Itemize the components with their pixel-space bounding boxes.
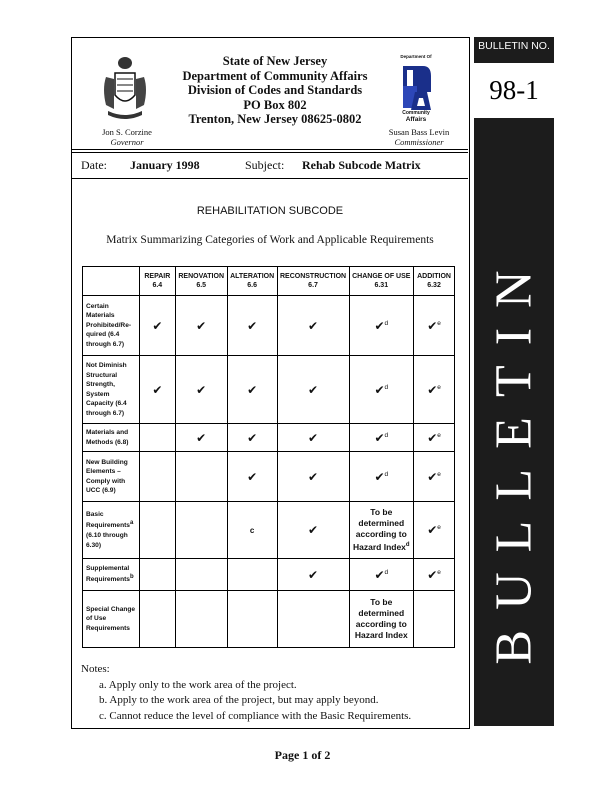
empty-cell <box>175 559 227 591</box>
check-mark-e: ✔$^e$ <box>414 424 455 452</box>
check-mark: ✔ <box>227 296 277 356</box>
empty-cell <box>139 502 175 559</box>
check-mark-d: ✔$^d$ <box>349 559 414 591</box>
column-header: ADDITION 6.32 <box>414 267 455 296</box>
check-mark-e: ✔$^e$ <box>414 559 455 591</box>
dca-logo <box>397 52 435 124</box>
mark-c: c <box>227 502 277 559</box>
empty-cell <box>139 452 175 502</box>
notes-heading: Notes: <box>81 663 110 675</box>
row-label: New Building Elements – Comply with UCC (6.9) <box>83 452 140 502</box>
empty-cell <box>139 424 175 452</box>
governor-signature <box>92 127 162 147</box>
hazard-index-text: To be determined according to Hazard Index <box>349 591 414 648</box>
table-row <box>83 356 455 424</box>
row-label: Basic Requirements$^a$ (6.10 through 6.30) <box>83 502 140 559</box>
table-row <box>83 424 455 452</box>
check-mark: ✔ <box>277 559 349 591</box>
empty-cell <box>175 452 227 502</box>
empty-cell <box>139 591 175 648</box>
subject-label: Subject: <box>245 158 285 172</box>
check-mark-e: ✔$^e$ <box>414 296 455 356</box>
header-rule-top <box>72 149 468 150</box>
page-number: Page 1 of 2 <box>274 748 331 762</box>
letterhead-line-3: Division of Codes and Standards <box>187 83 363 97</box>
dca-logo-top: Department Of <box>400 54 432 59</box>
row-label: Not Diminish Structural Strength, System Capacity (6.4 through 6.7) <box>83 356 140 424</box>
note-item: c. Cannot reduce the level of compliance with the Basic Requirements. <box>99 709 412 722</box>
commissioner-title: Commissioner <box>394 137 444 147</box>
check-mark: ✔ <box>175 356 227 424</box>
dca-logo-bottom-2: Affairs <box>405 116 427 123</box>
column-header: CHANGE OF USE 6.31 <box>349 267 414 296</box>
check-mark-d: ✔$^d$ <box>349 452 414 502</box>
letterhead-line-2: Department of Community Affairs <box>182 68 368 83</box>
row-label: Special Change of Use Requirements <box>83 591 140 648</box>
check-mark-d: ✔$^d$ <box>349 356 414 424</box>
dca-logo-bottom-1: Community <box>402 110 430 116</box>
document-title: REHABILITATION SUBCODE <box>196 205 344 217</box>
check-mark: ✔ <box>277 502 349 559</box>
check-mark: ✔ <box>175 424 227 452</box>
check-mark: ✔ <box>139 296 175 356</box>
bulletin-number: 98-1 <box>474 63 554 118</box>
empty-cell <box>227 559 277 591</box>
table-row <box>83 502 455 559</box>
check-mark: ✔ <box>139 356 175 424</box>
check-mark: ✔ <box>175 296 227 356</box>
column-header: RENOVATION 6.5 <box>175 267 227 296</box>
rehab-matrix-table <box>82 266 455 648</box>
row-label: Materials and Methods (6.8) <box>83 424 140 452</box>
row-label: Supplemental Requirements$^b$ <box>83 559 140 591</box>
notes-section <box>81 662 411 724</box>
letterhead-line-1: State of New Jersey <box>222 54 328 68</box>
table-row <box>83 591 455 648</box>
bulletin-no-label: BULLETIN NO. <box>478 40 550 52</box>
table-row <box>83 559 455 591</box>
empty-cell <box>227 591 277 648</box>
column-header: RECONSTRUCTION 6.7 <box>277 267 349 296</box>
hazard-index-text: To be determined according to Hazard Index$^d$ <box>349 502 414 559</box>
date-value: January 1998 <box>130 158 200 172</box>
check-mark-e: ✔$^e$ <box>414 356 455 424</box>
check-mark-d: ✔$^d$ <box>349 296 414 356</box>
bulletin-sidebar <box>474 37 554 726</box>
governor-title: Governor <box>110 137 144 147</box>
commissioner-signature <box>378 127 460 147</box>
meta-rule <box>72 178 468 179</box>
empty-cell <box>414 591 455 648</box>
check-mark: ✔ <box>227 356 277 424</box>
column-header: ALTERATION 6.6 <box>227 267 277 296</box>
letterhead-line-4: PO Box 802 <box>243 97 307 112</box>
table-row <box>83 452 455 502</box>
check-mark: ✔ <box>277 296 349 356</box>
nj-state-seal-icon <box>100 55 150 123</box>
empty-cell <box>175 591 227 648</box>
dca-logo-letters <box>397 72 435 73</box>
date-label: Date: <box>81 158 107 172</box>
table-header-row <box>83 267 455 296</box>
letterhead <box>150 54 400 127</box>
empty-cell <box>139 559 175 591</box>
governor-name: Jon S. Corzine <box>102 127 152 137</box>
check-mark: ✔ <box>227 424 277 452</box>
header-rule-bottom <box>72 152 468 153</box>
note-item: b. Apply to the work area of the project, but may apply beyond. <box>99 694 379 706</box>
note-item: a. Apply only to the work area of the project. <box>99 678 297 691</box>
table-row <box>83 296 455 356</box>
column-header: REPAIR 6.4 <box>139 267 175 296</box>
letterhead-line-5: Trenton, New Jersey 08625-0802 <box>188 112 362 126</box>
empty-cell <box>175 502 227 559</box>
empty-cell <box>277 591 349 648</box>
document-subtitle: Matrix Summarizing Categories of Work and Applicable Requirements <box>106 234 434 246</box>
check-mark: ✔ <box>227 452 277 502</box>
check-mark-e: ✔$^e$ <box>414 452 455 502</box>
check-mark: ✔ <box>277 356 349 424</box>
table-corner <box>83 267 140 296</box>
subject-value: Rehab Subcode Matrix <box>302 158 421 172</box>
bulletin-vertical-word: BULLETIN <box>485 249 543 665</box>
check-mark: ✔ <box>277 424 349 452</box>
check-mark-e: ✔$^e$ <box>414 502 455 559</box>
check-mark-d: ✔$^d$ <box>349 424 414 452</box>
row-label: Certain Materials Prohibited/Re-quired (6.4 through 6.7) <box>83 296 140 356</box>
check-mark: ✔ <box>277 452 349 502</box>
commissioner-name: Susan Bass Levin <box>388 127 450 137</box>
